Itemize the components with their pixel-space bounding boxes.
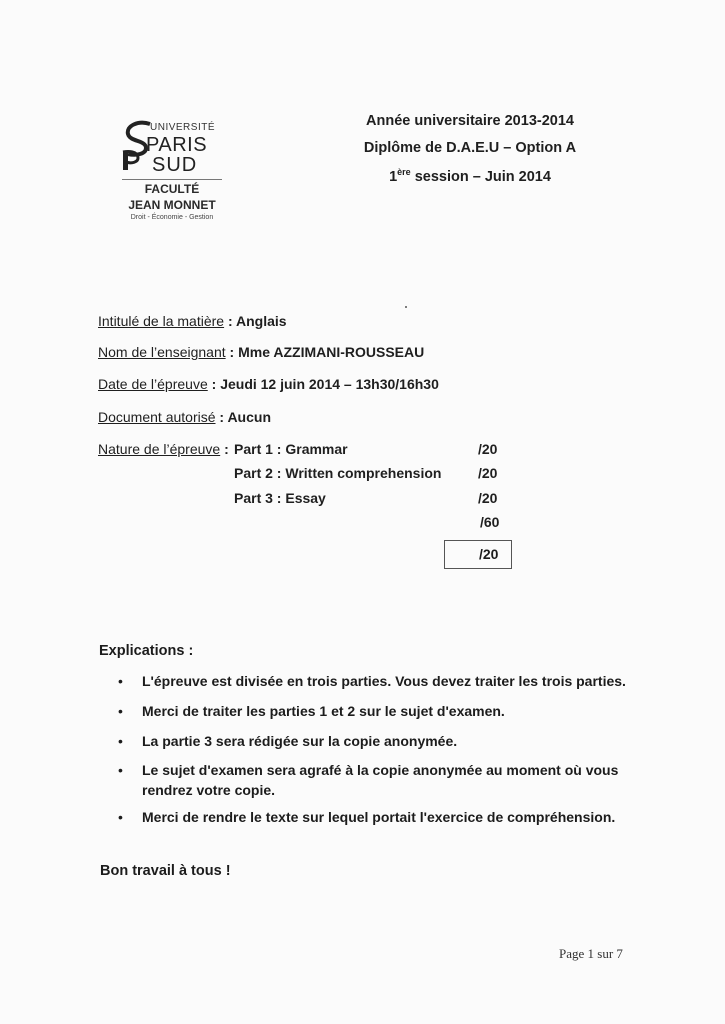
part-1-score: /20 [478,441,498,457]
session-number: 1 [389,168,398,185]
nature-label: Nature de l’épreuve [98,441,221,457]
subject-label: Intitulé de la matière [98,313,225,329]
final-score: /20 [479,546,499,562]
part-3-score: /20 [478,490,498,506]
date-line [98,376,439,392]
part-1-label: Part 1 : Grammar [234,441,348,457]
part-2-label: Part 2 : Written comprehension [234,465,442,481]
teacher-value: : Mme AZZIMANI-ROUSSEAU [225,344,425,360]
scan-speck [405,306,407,308]
teacher-line [98,344,424,360]
bullet-icon: • [118,733,123,749]
subject-line [98,313,287,329]
explanation-item: L'épreuve est divisée en trois parties. Vous devez traiter les trois parties. [142,673,626,689]
logo-subtitle: Droit - Économie - Gestion [130,214,214,221]
session-superscript: ère [397,167,411,177]
bullet-icon: • [118,703,123,719]
subject-value: : Anglais [224,313,287,329]
document-line [98,409,271,425]
bullet-icon: • [118,762,123,778]
explanation-item: La partie 3 sera rédigée sur la copie anonymée. [142,733,458,749]
page-number: Page 1 sur 7 [559,946,623,961]
explanation-item: Merci de traiter les parties 1 et 2 sur le sujet d'examen. [142,703,505,719]
explanation-item: Merci de rendre le texte sur lequel portait l'exercice de compréhension. [142,809,616,825]
explanation-item: Le sujet d'examen sera agrafé à la copie anonymée au moment où vous rendrez votre copie. [142,762,619,798]
academic-year: Année universitaire 2013-2014 [366,113,574,129]
part-2-score: /20 [478,465,498,481]
session-text: session – Juin 2014 [410,168,551,185]
document-label: Document autorisé [98,409,216,425]
explanations-title: Explications : [99,643,194,659]
nature-line [98,441,229,457]
nature-separator: : [220,441,229,457]
teacher-label: Nom de l’enseignant [98,344,226,360]
date-value: : Jeudi 12 juin 2014 – 13h30/16h30 [207,376,439,392]
bullet-icon: • [118,673,123,689]
bullet-icon: • [118,809,123,825]
part-3-label: Part 3 : Essay [234,490,326,506]
logo-faculty-name: JEAN MONNET [128,198,216,212]
total-score: /60 [480,514,500,530]
logo-university-text: UNIVERSITÉ [150,122,216,133]
logo-paris-text: PARIS [146,134,208,156]
logo-faculty-text: FACULTÉ [144,182,200,196]
closing-message: Bon travail à tous ! [100,863,231,879]
logo-divider [122,179,222,180]
date-label: Date de l’épreuve [98,376,208,392]
document-value: : Aucun [215,409,271,425]
session-line [330,167,610,185]
final-score-box [444,540,512,569]
logo-sud-text: SUD [152,154,198,176]
university-logo [108,114,236,224]
diploma-title: Diplôme de D.A.E.U – Option A [363,140,577,156]
